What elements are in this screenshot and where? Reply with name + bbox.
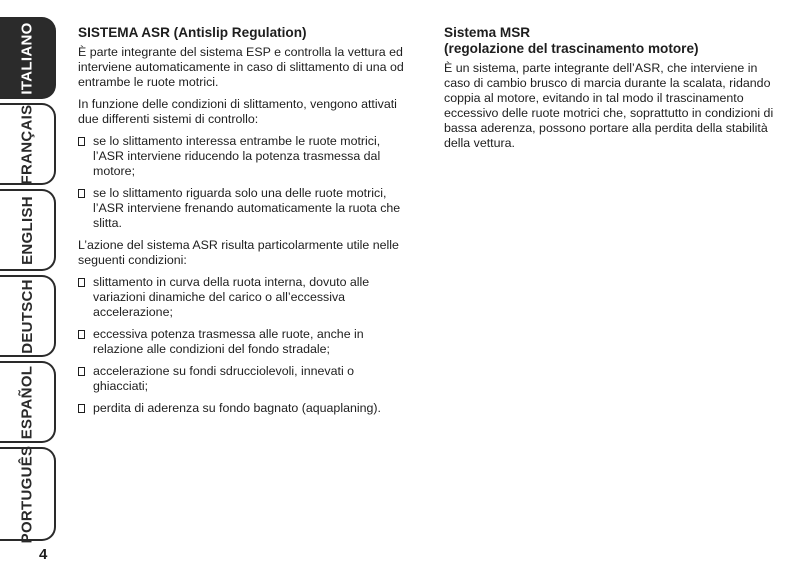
list-item: [78, 327, 408, 357]
checkbox-bullet-icon: [78, 278, 85, 287]
msr-heading-subtitle: (regolazione del trascinamento motore): [444, 41, 699, 56]
asr-control-paragraph: In funzione delle condizioni di slittamento, vengono attivati due differenti sistemi di controllo:: [78, 97, 397, 126]
asr-conditions-paragraph: L’azione del sistema ASR risulta particolarmente utile nelle seguenti condizioni:: [78, 238, 399, 267]
list-item-text: slittamento in curva della ruota interna, dovuto alle variazioni dinamiche del carico o all’eccessiva accelerazione;: [93, 275, 370, 319]
checkbox-bullet-icon: [78, 330, 85, 339]
asr-section: [78, 25, 408, 423]
msr-heading-title: Sistema MSR: [444, 25, 531, 40]
list-item-text: se lo slittamento riguarda solo una delle ruote motrici, l’ASR interviene frenando automaticamente la ruota che slitta.: [93, 186, 401, 230]
tab-portugues[interactable]: [0, 447, 56, 541]
list-item: [78, 186, 408, 231]
asr-control-list: [78, 134, 408, 231]
list-item: [78, 364, 408, 394]
checkbox-bullet-icon: [78, 404, 85, 413]
tab-italiano[interactable]: [0, 17, 56, 99]
tab-label-portugues: PORTUGUÊS: [18, 445, 36, 543]
tab-label-deutsch: DEUTSCH: [18, 278, 36, 354]
checkbox-bullet-icon: [78, 189, 85, 198]
list-item-text: perdita di aderenza su fondo bagnato (aquaplaning).: [93, 401, 381, 415]
checkbox-bullet-icon: [78, 367, 85, 376]
tab-label-espanol: ESPAÑOL: [18, 365, 36, 439]
page-number: 4: [39, 546, 48, 563]
tab-deutsch[interactable]: [0, 275, 56, 357]
tab-english[interactable]: [0, 189, 56, 271]
list-item: [78, 401, 408, 416]
list-item-text: accelerazione su fondi sdrucciolevoli, innevati o ghiacciati;: [93, 364, 355, 393]
checkbox-bullet-icon: [78, 137, 85, 146]
list-item: [78, 275, 408, 320]
list-item: [78, 134, 408, 179]
tab-label-english: ENGLISH: [18, 195, 36, 265]
tab-label-francais: FRANÇAIS: [18, 104, 36, 184]
tab-label-italiano: ITALIANO: [18, 21, 36, 95]
tab-francais[interactable]: [0, 103, 56, 185]
tab-espanol[interactable]: [0, 361, 56, 443]
asr-conditions-list: [78, 275, 408, 416]
msr-paragraph: È un sistema, parte integrante dell’ASR, che interviene in caso di cambio brusco di marcia durante la scalata, ridando coppia al motore, evitando in tal modo il trascinamento eccessivo delle ruote motrici che, soprattutto in condizioni di bassa aderenza, possono portare alla perdita della stabilità della vettura.: [444, 61, 774, 150]
asr-heading: SISTEMA ASR (Antislip Regulation): [78, 25, 307, 40]
msr-section: [444, 25, 774, 158]
list-item-text: se lo slittamento interessa entrambe le ruote motrici, l’ASR interviene riducendo la potenza trasmessa dal motore;: [93, 134, 381, 178]
msr-heading: [444, 25, 774, 57]
list-item-text: eccessiva potenza trasmessa alle ruote, anche in relazione alle condizioni del fondo stradale;: [93, 327, 364, 356]
asr-intro-paragraph: È parte integrante del sistema ESP e controlla la vettura ed interviene automaticamente in caso di slittamento di una od entrambe le ruote motrici.: [78, 45, 404, 89]
